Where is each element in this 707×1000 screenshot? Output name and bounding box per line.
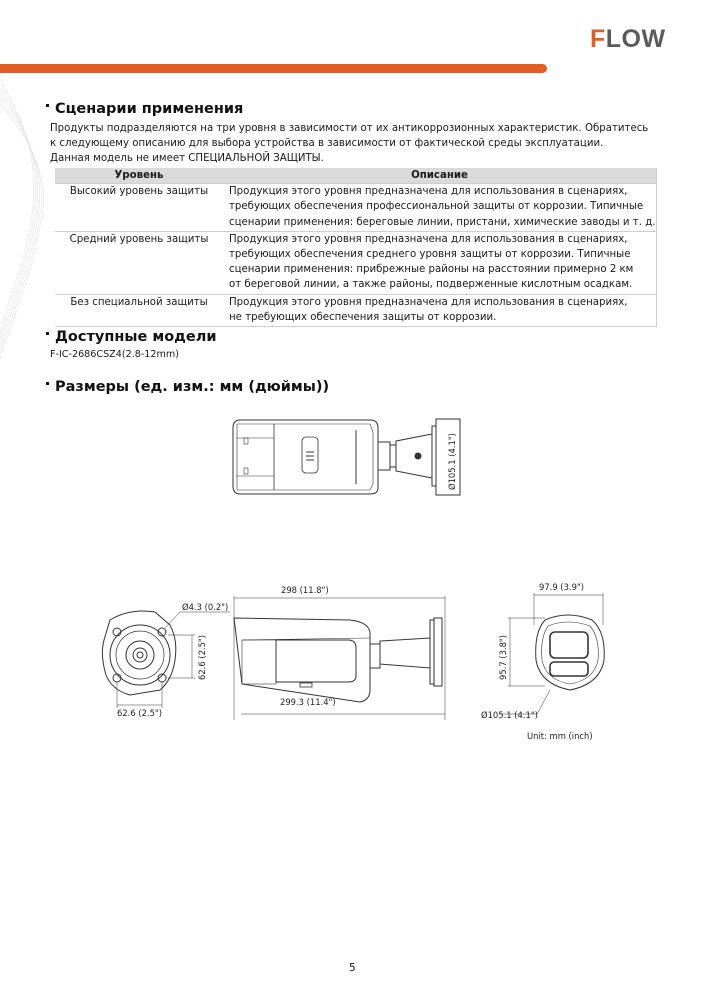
logo-text: LOW — [605, 25, 666, 53]
dim-front-width: 97.9 (3.9") — [539, 582, 585, 592]
level-cell: Средний уровень защиты — [55, 231, 223, 294]
page-number: 5 — [349, 962, 356, 974]
dim-top-mount-diameter: Ø105.1 (4.1") — [447, 433, 457, 490]
camera-base-view — [102, 611, 230, 708]
section-title: Сценарии применения — [55, 101, 244, 117]
camera-top-view — [233, 419, 460, 495]
column-header-level: Уровень — [55, 168, 223, 184]
description-line: сценарии применения: прибрежные районы на расстоянии примерно 2 км — [229, 264, 634, 276]
dim-total-length-bottom: 299.3 (11.4") — [280, 697, 336, 707]
description-line: от береговой линии, а также районы, подверженные кислотным осадкам. — [229, 279, 633, 291]
description-line: требующих обеспечения среднего уровня защиты от коррозии. Типичные — [229, 249, 631, 261]
dim-base-height: 62.6 (2.5") — [197, 634, 207, 680]
section-title: Размеры (ед. изм.: мм (дюймы)) — [55, 379, 330, 395]
description-line: не требующих обеспечения защиты от коррозии. — [229, 311, 497, 323]
paragraph-line: к следующему описанию для выбора устройства в зависимости от фактической среды эксплуатации. — [50, 138, 604, 150]
level-cell: Без специальной защиты — [55, 294, 223, 326]
camera-side-view — [234, 596, 445, 720]
logo-accent: F — [590, 25, 606, 53]
model-name: F-IC-2686CSZ4(2.8-12mm) — [50, 349, 179, 360]
description-line: требующих обеспечения профессиональной защиты от коррозии. Типичные — [229, 201, 644, 213]
description-line: сценарии применения: береговые линии, пристани, химические заводы и т. д. — [229, 216, 656, 228]
column-header-description: Описание — [223, 168, 657, 184]
camera-front-view — [500, 593, 604, 714]
description-line: Продукция этого уровня предназначена для использования в сценариях, — [229, 186, 628, 198]
level-cell: Высокий уровень защиты — [55, 184, 223, 232]
unit-note: Unit: mm (inch) — [527, 731, 593, 741]
dim-base-width: 62.6 (2.5") — [117, 708, 163, 718]
description-line: Продукция этого уровня предназначена для использования в сценариях, — [229, 233, 628, 245]
section-title: Доступные модели — [55, 329, 217, 345]
paragraph-line: Продукты подразделяются на три уровня в зависимости от их антикоррозионных характеристик. Обратитесь — [50, 123, 649, 134]
dim-total-length-top: 298 (11.8") — [281, 585, 329, 595]
dim-front-mount-diameter: Ø105.1 (4.1") — [481, 710, 538, 720]
dim-hole-diameter: Ø4.3 (0.2") — [182, 602, 229, 612]
dim-front-height: 95.7 (3.8") — [498, 634, 508, 680]
paragraph-line: Данная модель не имеет СПЕЦИАЛЬНОЙ ЗАЩИТЫ. — [50, 153, 324, 165]
description-line: Продукция этого уровня предназначена для использования в сценариях, — [229, 296, 628, 308]
